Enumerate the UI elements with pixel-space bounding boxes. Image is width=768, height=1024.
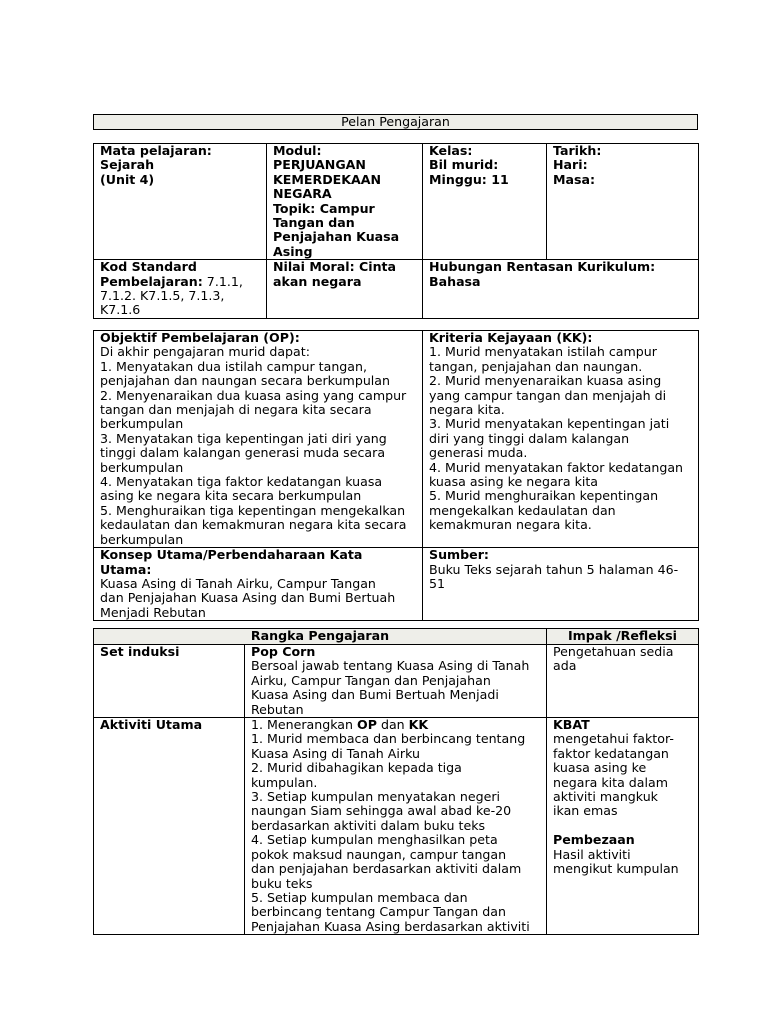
- impak-line: Pengetahuan sedia: [553, 644, 674, 659]
- set-induksi-label: Set induksi: [94, 645, 245, 718]
- mata-pelajaran-unit: (Unit 4): [100, 171, 155, 187]
- konsep-line: Menjadi Rebutan: [100, 604, 206, 620]
- modul-line: Asing: [273, 243, 313, 259]
- objektif-line: tinggi dalam kalangan generasi muda secara: [100, 445, 386, 461]
- objectives-table: [93, 330, 699, 621]
- kk-keyword: KK: [408, 717, 429, 733]
- modul-cell: [267, 144, 423, 260]
- pembezaan-line: Hasil aktiviti: [553, 846, 631, 862]
- objektif-line: asing ke negara kita secara berkumpulan: [100, 488, 362, 504]
- objektif-line: tangan dan menjajah di negara kita secara: [100, 402, 372, 418]
- minggu-label: Minggu: 11: [429, 171, 509, 187]
- aktiviti-line: Penjajahan Kuasa Asing berdasarkan aktiviti: [251, 918, 530, 934]
- kriteria-line: kemakmuran negara kita.: [429, 517, 592, 533]
- aktiviti-utama-content: [245, 718, 547, 935]
- set-induksi-line: Kuasa Asing dan Bumi Bertuah Menjadi: [251, 687, 499, 703]
- kbat-heading: KBAT: [553, 717, 590, 733]
- mata-pelajaran-cell: [94, 144, 267, 260]
- objektif-line: 4. Menyatakan tiga faktor kedatangan kuasa: [100, 474, 383, 490]
- kbat-line: kuasa asing ke: [553, 760, 647, 776]
- kriteria-line: generasi muda.: [429, 445, 528, 461]
- rangka-table: [93, 628, 699, 935]
- kriteria-line: negara kita.: [429, 402, 505, 418]
- impak-header: Impak /Refleksi: [547, 629, 699, 645]
- aktiviti-line: Kuasa Asing di Tanah Airku: [251, 745, 420, 761]
- objektif-line: berkumpulan: [100, 416, 184, 432]
- kriteria-line: 1. Murid menyatakan istilah campur: [429, 344, 657, 360]
- tarikh-cell: [547, 144, 699, 260]
- pembezaan-heading: Pembezaan: [553, 832, 635, 848]
- kriteria-line: 5. Murid menghuraikan kepentingan: [429, 488, 659, 504]
- set-induksi-impak: [547, 645, 699, 718]
- sumber-heading: Sumber:: [429, 547, 489, 563]
- set-induksi-line: Airku, Campur Tangan dan Penjajahan: [251, 672, 491, 688]
- op-keyword: OP: [357, 717, 377, 733]
- aktiviti-utama-label: Aktiviti Utama: [94, 718, 245, 935]
- kriteria-line: mengekalkan kedaulatan dan: [429, 502, 616, 518]
- kriteria-line: 4. Murid menyatakan faktor kedatangan: [429, 459, 684, 475]
- sumber-cell: [423, 548, 699, 621]
- objektif-line: kedaulatan dan kemakmuran negara kita secara: [100, 517, 407, 533]
- kriteria-line: 2. Murid menyenaraikan kuasa asing: [429, 373, 662, 389]
- aktiviti-line: pokok maksud naungan, campur tangan: [251, 846, 507, 862]
- kod-standard-label: Kod Standard: [100, 259, 197, 275]
- set-induksi-line: Rebutan: [251, 701, 304, 717]
- objektif-line: berkumpulan: [100, 459, 184, 475]
- aktiviti-line: berbincang tentang Campur Tangan dan: [251, 904, 506, 920]
- kriteria-line: 3. Murid menyatakan kepentingan jati: [429, 416, 670, 432]
- hubungan-rentasan-cell: [423, 260, 699, 319]
- objektif-line: penjajahan dan naungan secara berkumpulan: [100, 373, 390, 389]
- konsep-heading: Utama:: [100, 561, 152, 577]
- info-table: [93, 143, 699, 319]
- tarikh-label: Tarikh:: [553, 143, 602, 158]
- nilai-moral-line: akan negara: [273, 273, 362, 289]
- aktiviti-line: 4. Setiap kumpulan menghasilkan peta: [251, 832, 498, 848]
- hubungan-rentasan-value: Bahasa: [429, 273, 481, 289]
- kod-standard-value: 7.1.2. K7.1.5, 7.1.3,: [100, 288, 225, 304]
- sumber-line: 51: [429, 575, 446, 591]
- objektif-line: 3. Menyatakan tiga kepentingan jati diri yang: [100, 430, 387, 446]
- kbat-line: faktor kedatangan: [553, 745, 669, 761]
- kelas-cell: [423, 144, 547, 260]
- aktiviti-line: 1. Menerangkan: [251, 717, 358, 733]
- kbat-line: ikan emas: [553, 803, 618, 819]
- objektif-line: 5. Menghuraikan tiga kepentingan mengekalkan: [100, 502, 406, 518]
- mata-pelajaran-value: Sejarah: [100, 157, 155, 173]
- konsep-line: dan Penjajahan Kuasa Asing dan Bumi Bertuah: [100, 590, 396, 606]
- nilai-moral-cell: [267, 260, 423, 319]
- kod-standard-cell: [94, 260, 267, 319]
- rangka-header: Rangka Pengajaran: [94, 629, 547, 645]
- aktiviti-line: dan: [376, 717, 409, 733]
- kod-standard-value: K7.1.6: [100, 302, 141, 318]
- modul-line: NEGARA: [273, 186, 332, 202]
- kriteria-line: kuasa asing ke negara kita: [429, 474, 599, 490]
- kbat-line: negara kita dalam: [553, 774, 668, 790]
- aktiviti-line: 3. Setiap kumpulan menyatakan negeri: [251, 789, 500, 805]
- aktiviti-line: berdasarkan aktiviti dalam buku teks: [251, 817, 486, 833]
- kod-standard-value: 7.1.1,: [202, 273, 243, 289]
- modul-line: Topik: Campur: [273, 200, 375, 216]
- kriteria-heading: Kriteria Kejayaan (KK):: [429, 330, 593, 345]
- title-table: [93, 114, 698, 130]
- aktiviti-line: 2. Murid dibahagikan kepada tiga: [251, 760, 462, 776]
- pembelajaran-label: Pembelajaran:: [100, 273, 203, 289]
- set-induksi-line: Bersoal jawab tentang Kuasa Asing di Tanah: [251, 658, 530, 674]
- modul-line: KEMERDEKAAN: [273, 171, 382, 187]
- sumber-line: Buku Teks sejarah tahun 5 halaman 46-: [429, 561, 679, 577]
- aktiviti-line: 1. Murid membaca dan berbincang tentang: [251, 731, 526, 747]
- kriteria-cell: [423, 331, 699, 548]
- aktiviti-line: buku teks: [251, 875, 313, 891]
- kbat-line: mengetahui faktor-: [553, 731, 674, 747]
- impak-line: ada: [553, 658, 577, 674]
- set-induksi-content: [245, 645, 547, 718]
- kbat-line: aktiviti mangkuk: [553, 789, 658, 805]
- pembezaan-line: mengikut kumpulan: [553, 861, 679, 877]
- set-induksi-title: Pop Corn: [251, 644, 316, 659]
- page-title: Pelan Pengajaran: [94, 115, 698, 130]
- kriteria-line: yang campur tangan dan menjajah di: [429, 387, 667, 403]
- objektif-cell: [94, 331, 423, 548]
- aktiviti-line: kumpulan.: [251, 774, 318, 790]
- masa-label: Masa:: [553, 171, 596, 187]
- modul-line: Tangan dan: [273, 215, 355, 231]
- modul-line: PERJUANGAN: [273, 157, 366, 173]
- aktiviti-line: naungan Siam sehingga awal abad ke-20: [251, 803, 512, 819]
- kriteria-line: tangan, penjajahan dan naungan.: [429, 358, 643, 374]
- nilai-moral-line: Nilai Moral: Cinta: [273, 259, 397, 275]
- objektif-line: 2. Menyenaraikan dua kuasa asing yang campur: [100, 387, 407, 403]
- objektif-line: berkumpulan: [100, 531, 184, 547]
- kriteria-line: diri yang tinggi dalam kalangan: [429, 430, 630, 446]
- objektif-heading: Objektif Pembelajaran (OP):: [100, 330, 300, 345]
- mata-pelajaran-label: Mata pelajaran:: [100, 143, 212, 158]
- spacer: [553, 819, 692, 833]
- aktiviti-line: dan penjajahan berdasarkan aktiviti dalam: [251, 861, 522, 877]
- bil-murid-label: Bil murid:: [429, 157, 499, 173]
- modul-line: Modul:: [273, 143, 322, 158]
- objektif-line: Di akhir pengajaran murid dapat:: [100, 344, 310, 360]
- konsep-heading: Konsep Utama/Perbendaharaan Kata: [100, 547, 363, 563]
- objektif-line: 1. Menyatakan dua istilah campur tangan,: [100, 358, 368, 374]
- kelas-label: Kelas:: [429, 143, 473, 158]
- konsep-line: Kuasa Asing di Tanah Airku, Campur Tangan: [100, 575, 376, 591]
- hubungan-rentasan-label: Hubungan Rentasan Kurikulum:: [429, 259, 656, 275]
- aktiviti-impak: [547, 718, 699, 935]
- konsep-cell: [94, 548, 423, 621]
- aktiviti-line: 5. Setiap kumpulan membaca dan: [251, 889, 468, 905]
- modul-line: Penjajahan Kuasa: [273, 229, 400, 245]
- hari-label: Hari:: [553, 157, 588, 173]
